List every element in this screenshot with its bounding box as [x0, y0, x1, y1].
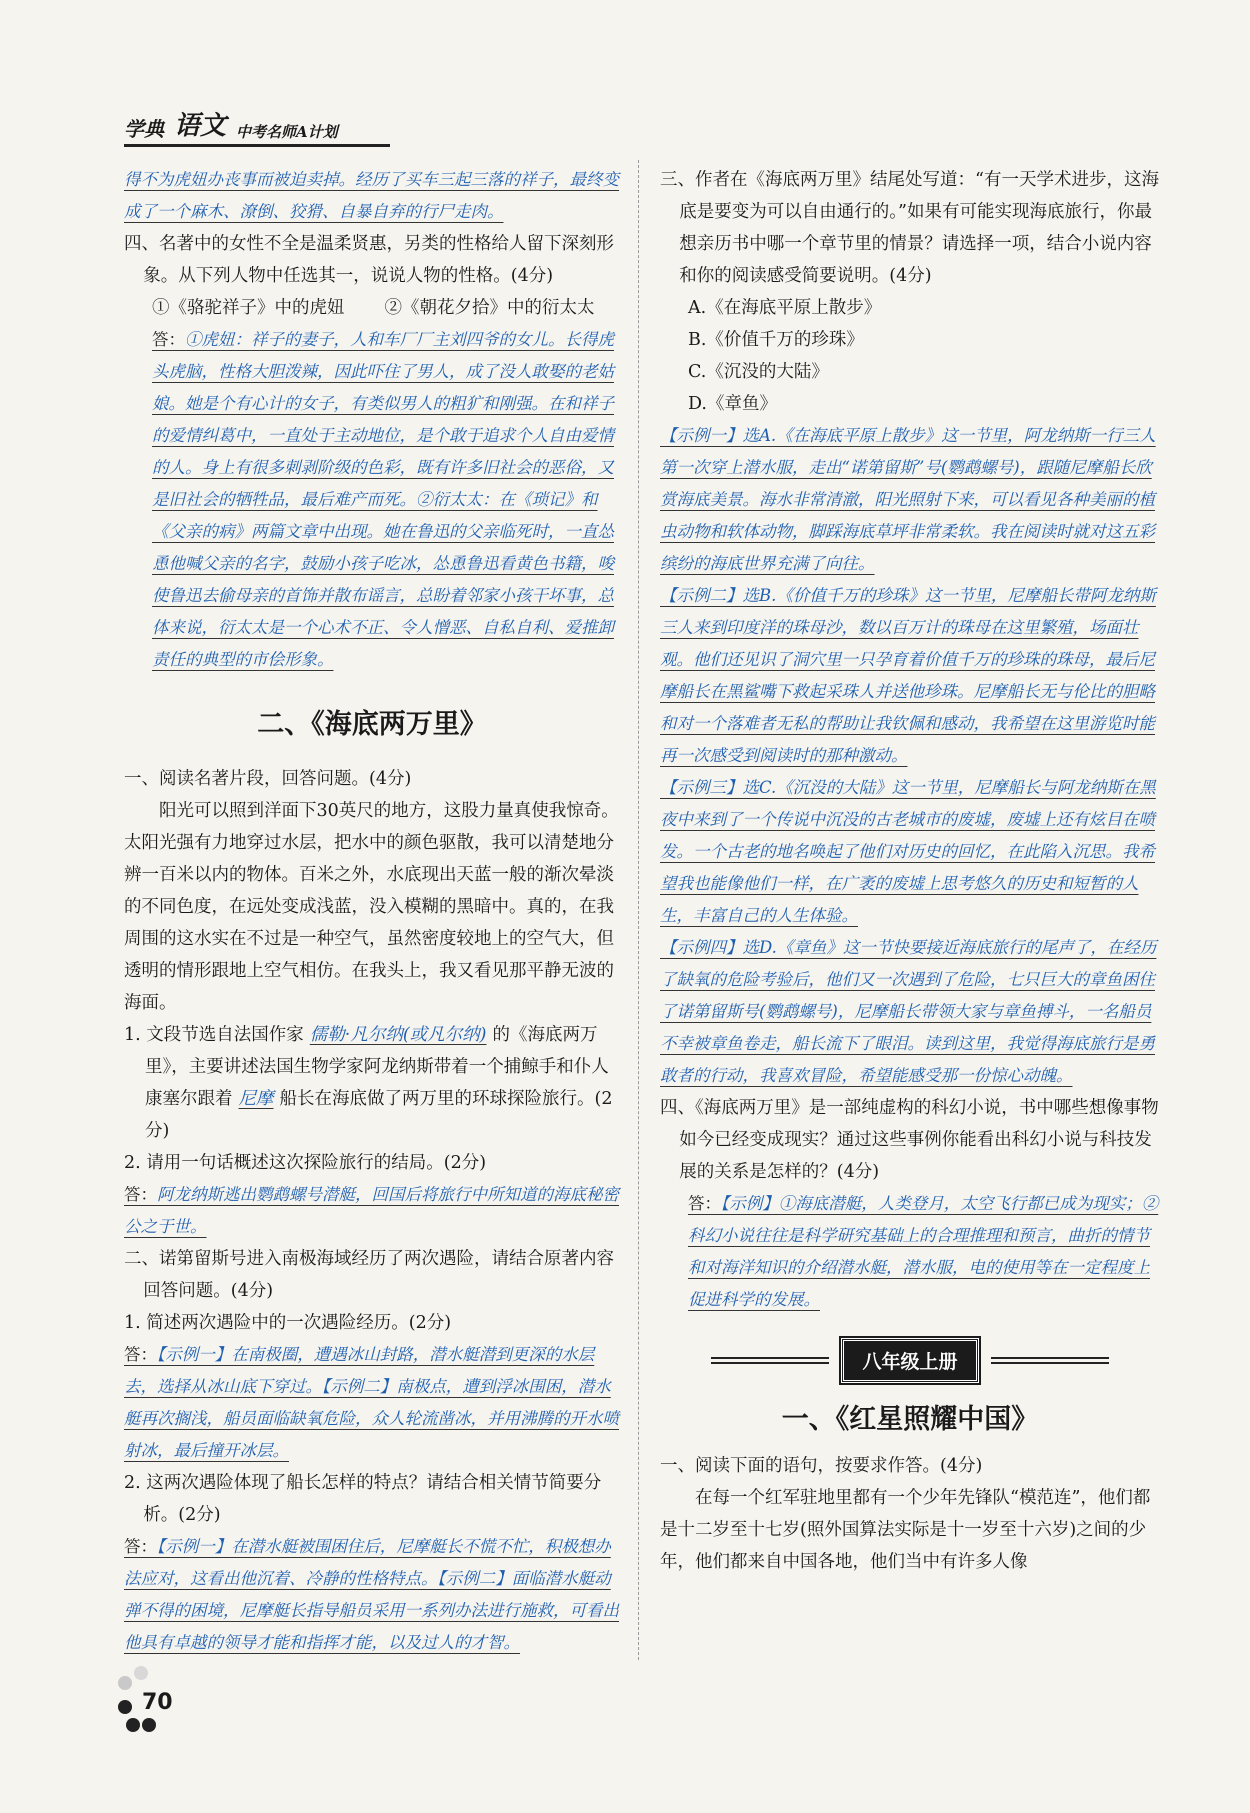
r-q4-stem: 四、《海底两万里》是一部纯虚构的科幻小说，书中哪些想像事物如今已经变成现实？通过这些事例你能看出科幻小说与科技发展的关系是怎样的？(4分)	[660, 1098, 1159, 1182]
s2-q2-1-stem: 1. 简述两次遇险中的一次遇险经历。(2分)	[124, 1313, 452, 1333]
r-q3-answer-4: 【示例四】选D.《章鱼》这一节快要接近海底旅行的尾声了，在经历了缺氧的危险考验后，他们又一次遇到了危险，七只巨大的章鱼困住了诺第留斯号(鹦鹉螺号)，尼摩船长带领大家与章鱼搏斗，一名船员不幸被章鱼卷走，船长流下了眼泪。读到这里，我觉得海底旅行是勇敢者的行动，我喜欢冒险，希望能感受那一份惊心动魄。	[660, 938, 1157, 1085]
s2-q2-1-answer	[124, 1339, 620, 1467]
continued-answer: 得不为虎妞办丧事而被迫卖掉。经历了买车三起三落的祥子，最终变成了一个麻木、潦倒、狡猾、自暴自弃的行尸走肉。	[124, 170, 619, 221]
page-number: 70	[142, 1690, 173, 1715]
banner-right-rule	[991, 1357, 1109, 1364]
subject-title: 语文	[174, 111, 227, 141]
header-rule	[124, 144, 390, 147]
series-title: 中考名师A计划	[236, 123, 338, 141]
column-divider	[638, 160, 639, 1660]
page-header	[124, 111, 338, 142]
answer-label: 答：	[124, 1537, 157, 1556]
grade-banner-label: 八年级上册	[841, 1338, 978, 1383]
r-q3-answer-2: 【示例二】选B.《价值千万的珍珠》这一节里，尼摩船长带阿龙纳斯三人来到印度洋的珠母沙，数以百万计的珠母在这里繁殖，场面壮观。他们还见识了洞穴里一只孕育着价值千万的珍珠的珠母，最后尼摩船长在黑鲨嘴下救起采珠人并送他珍珠。尼摩船长无与伦比的胆略和对一个落难者无私的帮助让我钦佩和感动，我希望在这里游览时能再一次感受到阅读时的那种激动。	[660, 586, 1156, 765]
blank-captain: 尼摩	[238, 1089, 274, 1109]
answer-label: 答：	[688, 1194, 721, 1213]
r-q3-option-a: A.《在海底平原上散步》	[688, 298, 882, 318]
decor-dot-icon	[118, 1700, 132, 1714]
q4-stem: 四、名著中的女性不全是温柔贤惠，另类的性格给人留下深刻形象。从下列人物中任选其一，说说人物的性格。(4分)	[124, 234, 614, 286]
s2-q2-2-stem: 2. 这两次遇险体现了船长怎样的特点？请结合相关情节简要分析。(2分)	[124, 1473, 602, 1525]
q4-answer-text: ①虎妞：祥子的妻子，人和车厂厂主刘四爷的女儿。长得虎头虎脑，性格大胆泼辣，因此吓住了男人，成了没人敢娶的老姑娘。她是个有心计的女子，有类似男人的粗犷和刚强。在和祥子的爱情纠葛中，一直处于主动地位，是个敢于追求个人自由爱情的人。身上有很多刺剥阶级的色彩，既有许多旧社会的恶俗，又是旧社会的牺牲品，最后难产而死。②衍太太：在《琐记》和《父亲的病》两篇文章中出现。她在鲁迅的父亲临死时，一直怂恿他喊父亲的名字，鼓励小孩子吃冰，怂恿鲁迅看黄色书籍，唆使鲁迅去偷母亲的首饰并散布谣言，总盼着邻家小孩干坏事，总体来说，衍太太是一个心术不正、令人憎恶、自私自利、爱推卸责任的典型的市侩形象。	[152, 330, 614, 669]
r-q3-option-b: B.《价值千万的珍珠》	[688, 330, 864, 350]
s2-q2-2-answer-text: 【示例一】在潜水艇被围困住后，尼摩艇长不慌不忙，积极想办法应对，这看出他沉着、冷静的性格特点。【示例二】面临潜水艇动弹不得的困境，尼摩艇长指导船员采用一系列办法进行施救，可看出他具有卓越的领导才能和指挥才能，以及过人的才智。	[124, 1537, 619, 1652]
blank-author: 儒勒·凡尔纳(或凡尔纳)	[309, 1025, 487, 1045]
grade-banner	[660, 1338, 1160, 1383]
decor-dot-icon	[134, 1666, 148, 1680]
q4-options	[124, 292, 620, 324]
r-q3-option-c: C.《沉没的大陆》	[688, 362, 829, 382]
s2-q2-stem: 二、诺第留斯号进入南极海域经历了两次遇险，请结合原著内容回答问题。(4分)	[124, 1249, 614, 1301]
right-column	[660, 164, 1160, 1578]
decor-dot-icon	[142, 1718, 156, 1732]
q4-answer	[124, 324, 620, 676]
s2-q1-1-part-a: 1. 文段节选自法国作家	[124, 1025, 304, 1045]
brand-logo: 学典	[124, 117, 164, 141]
r-q3-option-d: D.《章鱼》	[688, 394, 777, 414]
left-column	[124, 164, 620, 1659]
q4-option-1: ①《骆驼祥子》中的虎妞	[152, 298, 345, 318]
s2-q2-1-answer-text: 【示例一】在南极圈，遭遇冰山封路，潜水艇潜到更深的水层去，选择从冰山底下穿过。【示例二】南极点，遭到浮冰围困，潜水艇再次搁浅，船员面临缺氧危险，众人轮流凿冰，并用沸腾的开水喷射冰，最后撞开冰层。	[124, 1345, 619, 1460]
section-title-haidi: 二、《海底两万里》	[257, 709, 487, 740]
r-q1-passage: 在每一个红军驻地里都有一个少年先锋队“模范连”，他们都是十二岁至十七岁(照外国算法实际是十一岁至十六岁)之间的少年，他们都来自中国各地，他们当中有许多人像	[660, 1488, 1151, 1572]
answer-label: 答：	[124, 1345, 157, 1364]
s2-q1-2-answer-text: 阿龙纳斯逃出鹦鹉螺号潜艇，回国后将旅行中所知道的海底秘密公之于世。	[124, 1185, 619, 1236]
s2-passage: 阳光可以照到洋面下30英尺的地方，这股力量真使我惊奇。太阳光强有力地穿过水层，把水中的颜色驱散，我可以清楚地分辨一百米以内的物体。百米之外，水底现出天蓝一般的渐次晕淡的不同色度，在远处变成浅蓝，没入模糊的黑暗中。真的，在我周围的这水实在不过是一种空气，虽然密度较地上的空气大，但透明的情形跟地上空气相仿。在我头上，我又看见那平静无波的海面。	[124, 801, 619, 1013]
s2-q1-1-part-c: 船长在海底做了两万里的环球探险旅行。(2分)	[145, 1089, 613, 1141]
s2-q1-1-part-b: 的《海底两万里》，主要讲述法国生物学家阿龙纳斯带着一个捕鲸手和仆人康塞尔跟着	[145, 1025, 609, 1109]
r-q4-answer	[660, 1188, 1160, 1316]
s2-q1-2-answer	[124, 1179, 620, 1243]
r-q3-answer-3: 【示例三】选C.《沉没的大陆》这一节里，尼摩船长与阿龙纳斯在黑夜中来到了一个传说中沉没的古老城市的废墟，废墟上还有炫目在喷发。一个古老的地名唤起了他们对历史的回忆，在此陷入沉思。我希望我也能像他们一样，在广袤的废墟上思考悠久的历史和短暂的人生，丰富自己的人生体验。	[660, 778, 1156, 925]
q4-option-2: ②《朝花夕拾》中的衍太太	[384, 298, 595, 318]
answer-label: 答：	[124, 1185, 157, 1204]
decor-dot-icon	[118, 1676, 132, 1690]
r-q1-stem: 一、阅读下面的语句，按要求作答。(4分)	[660, 1456, 983, 1476]
s2-q2-2-answer	[124, 1531, 620, 1659]
answer-label: 答：	[152, 330, 185, 349]
s2-q1-stem: 一、阅读名著片段，回答问题。(4分)	[124, 769, 412, 789]
r-q4-answer-text: 【示例】①海底潜艇，人类登月，太空飞行都已成为现实；②科幻小说往往是科学研究基础上的合理推理和预言，曲折的情节和对海洋知识的介绍潜水艇，潜水服，电的使用等在一定程度上促进科学的发展。	[688, 1194, 1159, 1309]
r-q3-answer-1: 【示例一】选A.《在海底平原上散步》这一节里，阿龙纳斯一行三人第一次穿上潜水服，走出“诺第留斯”号(鹦鹉螺号)，跟随尼摩船长欣赏海底美景。海水非常清澈，阳光照射下来，可以看见各种美丽的植虫动物和软体动物，脚踩海底草坪非常柔软。我在阅读时就对这五彩缤纷的海底世界充满了向往。	[660, 426, 1156, 573]
decor-dot-icon	[126, 1718, 140, 1732]
r-q3-stem: 三、作者在《海底两万里》结尾处写道：“有一天学术进步，这海底是要变为可以自由通行的。”如果有可能实现海底旅行，你最想亲历书中哪一个章节里的情景？请选择一项，结合小说内容和你的阅读感受简要说明。(4分)	[660, 170, 1159, 286]
s2-q1-2-stem: 2. 请用一句话概述这次探险旅行的结局。(2分)	[124, 1153, 487, 1173]
s2-q1-1	[124, 1019, 620, 1147]
section-title-hongxing: 一、《红星照耀中国》	[781, 1404, 1039, 1435]
banner-left-rule	[711, 1357, 829, 1364]
